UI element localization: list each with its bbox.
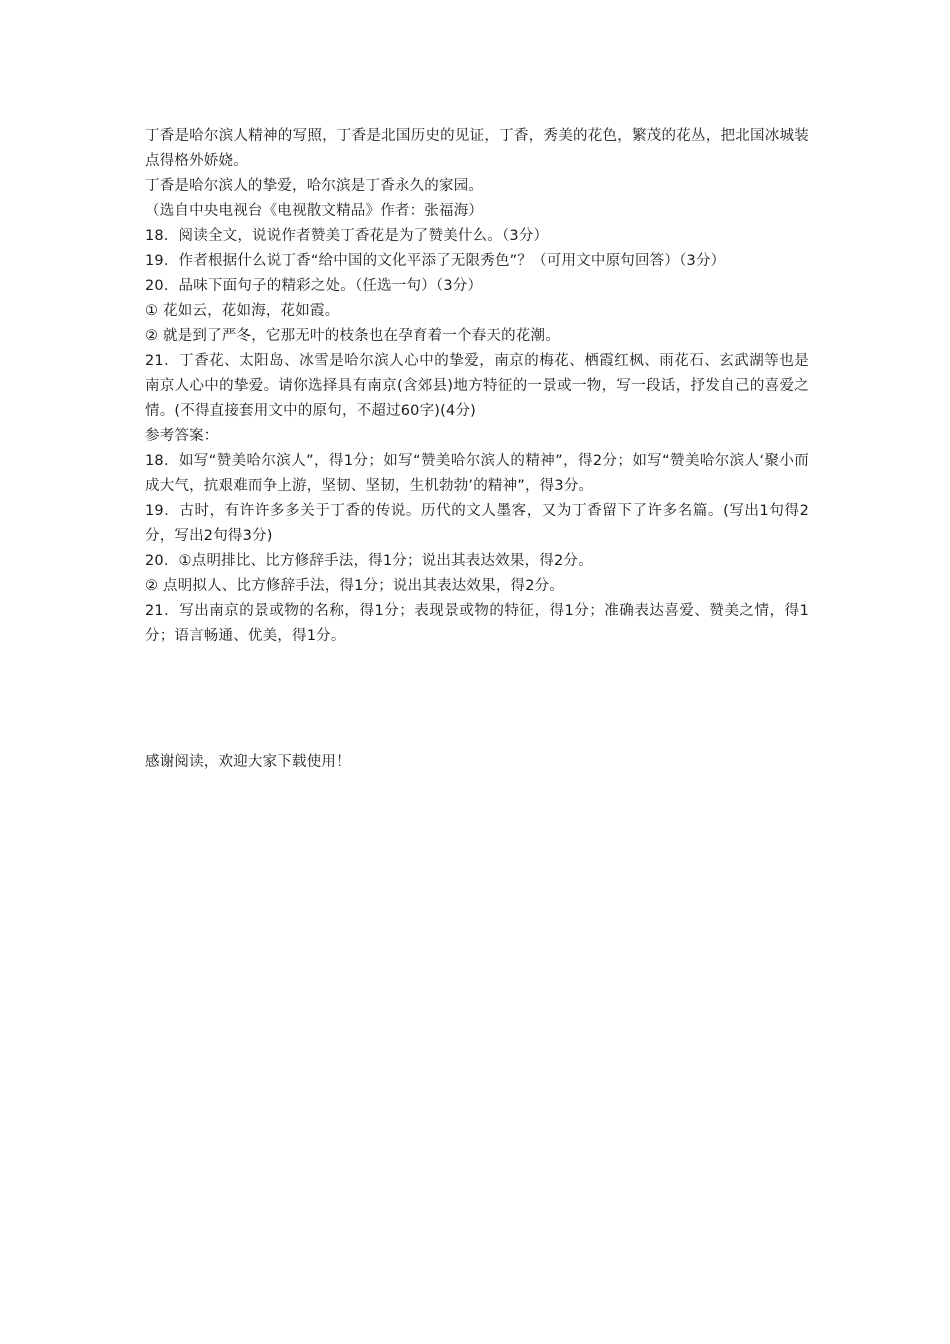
paragraph-lilac-spirit: 丁香是哈尔滨人精神的写照，丁香是北国历史的见证，丁香，秀美的花色，繁茂的花丛，把北国冰城装点得格外娇娆。 xyxy=(145,128,809,169)
answer-20-part-1: 20．①点明排比、比方修辞手法，得1分；说出其表达效果，得2分。 xyxy=(145,553,593,569)
paragraph-lilac-home: 丁香是哈尔滨人的挚爱，哈尔滨是丁香永久的家园。 xyxy=(145,178,484,194)
question-20-option-1: ① 花如云，花如海，花如霞。 xyxy=(145,303,340,319)
answers-heading: 参考答案： xyxy=(145,428,219,444)
question-20-option-2: ② 就是到了严冬，它那无叶的枝条也在孕育着一个春天的花潮。 xyxy=(145,328,560,344)
answer-20-part-2: ② 点明拟人、比方修辞手法，得1分；说出其表达效果，得2分。 xyxy=(145,578,565,594)
closing-note: 感谢阅读，欢迎大家下载使用！ xyxy=(145,754,351,770)
document-body xyxy=(145,124,809,649)
question-19: 19．作者根据什么说丁香“给中国的文化平添了无限秀色”？（可用文中原句回答）（3分） xyxy=(145,253,726,269)
paragraph-source: （选自中央电视台《电视散文精品》作者：张福海） xyxy=(145,203,484,219)
question-18: 18．阅读全文，说说作者赞美丁香花是为了赞美什么。（3分） xyxy=(145,228,549,244)
answer-18: 18．如写“赞美哈尔滨人”，得1分；如写“赞美哈尔滨人的精神”，得2分；如写“赞美哈尔滨人‘聚小而成大气，抗艰难而争上游，坚韧、坚韧，生机勃勃’的精神”，得3分。 xyxy=(145,453,809,494)
answer-21: 21．写出南京的景或物的名称，得1分；表现景或物的特征，得1分；准确表达喜爱、赞美之情，得1分；语言畅通、优美，得1分。 xyxy=(145,603,809,644)
question-21: 21．丁香花、太阳岛、冰雪是哈尔滨人心中的挚爱，南京的梅花、栖霞红枫、雨花石、玄武湖等也是南京人心中的挚爱。请你选择具有南京(含郊县)地方特征的一景或一物，写一段话，抒发自己的喜爱之情。(不得直接套用文中的原句，不超过60字)(4分) xyxy=(145,353,809,419)
answer-19: 19．古时，有许许多多关于丁香的传说。历代的文人墨客，又为丁香留下了许多名篇。(写出1句得2分，写出2句得3分) xyxy=(145,503,809,544)
question-20: 20．品味下面句子的精彩之处。（任选一句）（3分） xyxy=(145,278,483,294)
